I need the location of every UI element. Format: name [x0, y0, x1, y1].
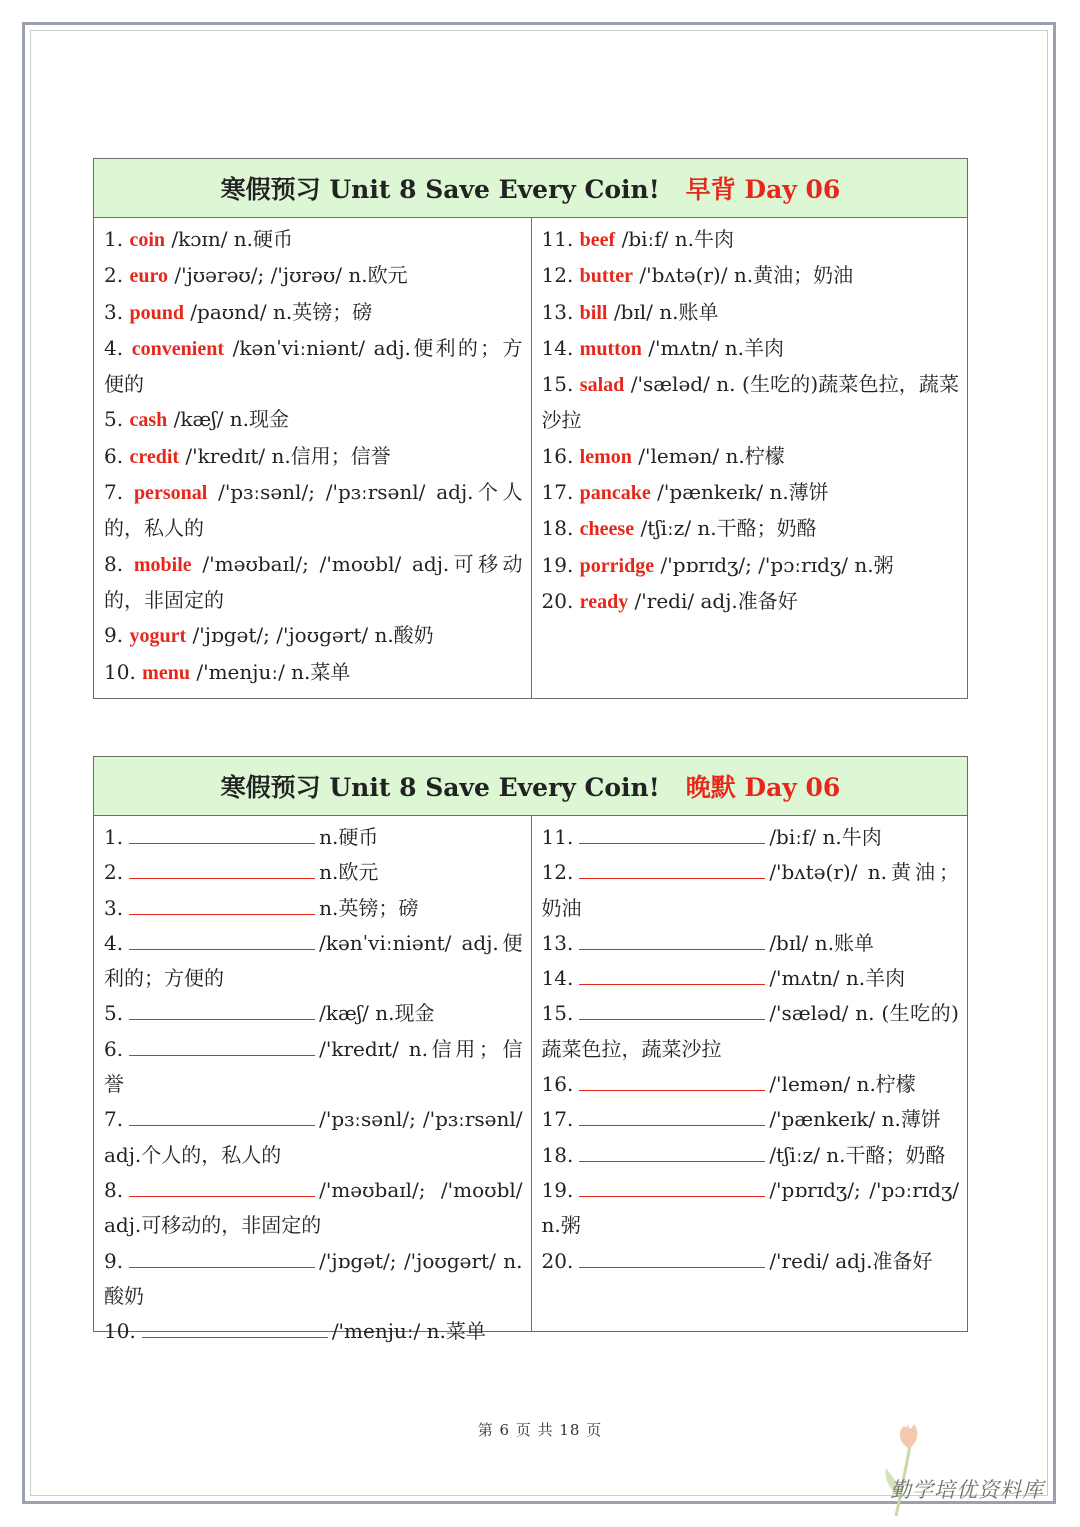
entry-number: 1. [104, 227, 124, 251]
entry-definition: /'lemən/ n.柠檬 [631, 443, 785, 468]
entry-word: lemon [579, 445, 632, 468]
vocab-entry [542, 295, 960, 331]
entry-number: 3. [104, 299, 124, 324]
dictation-entry [542, 1067, 960, 1102]
answer-blank [129, 858, 315, 879]
entry-definition: /bɪl/ n.账单 [769, 930, 874, 955]
vocab-entry [104, 439, 523, 475]
vocab-entry [542, 584, 960, 620]
entry-number: 11. [541, 825, 574, 849]
entry-number: 17. [541, 1107, 574, 1132]
vocab-entry [542, 548, 960, 584]
entry-number: 16. [541, 443, 574, 468]
answer-blank [579, 858, 765, 879]
evening-highlight: 晚默 Day 06 [685, 773, 841, 802]
entry-definition: /'jɒgət/; /'joʊgərt/ n.酸奶 [104, 1248, 523, 1308]
entry-definition: /'menjuː/ n.菜单 [189, 659, 351, 684]
entry-number: 1. [104, 825, 124, 849]
entry-definition: /'məʊbaɪl/; /'moʊbl/ adj.可移动的，非固定的 [104, 1177, 523, 1238]
vocab-entry [542, 367, 960, 439]
entry-definition: /'pɜːsənl/; /'pɜːrsənl/ adj.个人的，私人的 [104, 1107, 523, 1167]
entry-word: bill [579, 301, 608, 324]
entry-definition: /'məʊbaɪl/; /'moʊbl/ adj.可移动的，非固定的 [104, 551, 523, 612]
entry-number: 13. [541, 930, 574, 955]
entry-definition: /kæʃ/ n.现金 [319, 1001, 435, 1026]
vocab-entry [104, 295, 523, 331]
entry-definition: /'jɒgət/; /'joʊgərt/ n.酸奶 [186, 623, 434, 648]
answer-blank [129, 1105, 315, 1126]
dictation-entry [104, 1032, 523, 1103]
dictation-entry [104, 1314, 523, 1349]
evening-right-column [531, 816, 968, 1332]
entry-number: 2. [104, 860, 124, 885]
dictation-entry [542, 1138, 960, 1173]
entry-definition: /'lemən/ n.柠檬 [769, 1072, 916, 1097]
evening-card-body [94, 816, 967, 1344]
entry-number: 7. [104, 480, 124, 505]
entry-word: convenient [131, 337, 224, 360]
evening-card [93, 756, 968, 1344]
page-footer: 第 6 页 共 18 页 [477, 1421, 603, 1439]
entry-number: 5. [104, 407, 124, 432]
dictation-entry [542, 926, 960, 961]
evening-card-header [94, 757, 967, 816]
vocab-entry [104, 618, 523, 654]
entry-number: 20. [541, 588, 574, 613]
entry-definition: /'sæləd/ n. (生吃的)蔬菜色拉，蔬菜沙拉 [541, 372, 959, 433]
morning-card-header [94, 159, 967, 218]
entry-definition: /kənˈviːniənt/ adj.便利的；方便的 [104, 930, 523, 991]
entry-definition: /'kredɪt/ n.信用；信誉 [179, 443, 391, 468]
entry-definition: /tʃiːz/ n.干酪；奶酪 [769, 1142, 946, 1167]
answer-blank [579, 823, 765, 844]
answer-blank [579, 964, 765, 985]
evening-left-column [94, 816, 531, 1344]
entry-word: pancake [579, 482, 651, 505]
entry-word: cash [129, 409, 168, 432]
dictation-entry [104, 1102, 523, 1173]
answer-blank [142, 1317, 328, 1338]
entry-number: 2. [104, 263, 124, 288]
entry-word: mobile [133, 553, 192, 576]
answer-blank [129, 1176, 315, 1197]
entry-definition: /paʊnd/ n.英镑；磅 [183, 299, 373, 324]
dictation-entry [104, 891, 523, 926]
vocab-entry [104, 475, 523, 547]
answer-blank [579, 1070, 765, 1091]
vocab-entry [104, 655, 523, 691]
entry-definition: /'redi/ adj.准备好 [769, 1248, 933, 1273]
answer-blank [129, 929, 315, 950]
entry-definition: /'jʊərəʊ/; /'jʊrəʊ/ n.欧元 [167, 263, 408, 288]
entry-definition: /kɔɪn/ n.硬币 [165, 227, 294, 251]
dictation-entry [104, 1244, 523, 1315]
entry-definition: /'pɜːsənl/; /'pɜːrsənl/ adj.个人的，私人的 [104, 480, 523, 541]
entry-number: 15. [541, 1001, 574, 1026]
answer-blank [129, 894, 315, 915]
entry-word: mutton [579, 337, 642, 360]
entry-definition: /biːf/ n.牛肉 [769, 825, 882, 849]
entry-number: 9. [104, 1248, 124, 1273]
vocab-entry [542, 511, 960, 547]
answer-blank [579, 1176, 765, 1197]
entry-word: cheese [579, 518, 635, 541]
entry-number: 4. [104, 335, 124, 360]
entry-definition: /'menjuː/ n.菜单 [331, 1319, 486, 1344]
entry-number: 6. [104, 443, 124, 468]
dictation-entry [542, 996, 960, 1067]
answer-blank [129, 823, 315, 844]
entry-number: 5. [104, 1001, 124, 1026]
vocab-entry [104, 258, 523, 294]
entry-number: 10. [104, 659, 136, 684]
entry-number: 16. [541, 1072, 574, 1097]
entry-definition: /'bʌtə(r)/ n.黄油；奶油 [541, 860, 959, 920]
entry-word: coin [129, 229, 166, 251]
entry-word: salad [579, 374, 625, 397]
entry-definition: /'kredɪt/ n.信用；信誉 [104, 1036, 523, 1097]
entry-number: 12. [541, 263, 574, 288]
entry-definition: /'mʌtn/ n.羊肉 [641, 335, 785, 360]
dictation-entry [104, 996, 523, 1031]
morning-left-column [94, 218, 531, 699]
entry-definition: /tʃiːz/ n.干酪；奶酪 [634, 516, 817, 541]
vocab-entry [542, 331, 960, 367]
entry-word: credit [129, 445, 180, 468]
entry-number: 9. [104, 623, 124, 648]
dictation-entry [104, 855, 523, 890]
entry-word: menu [142, 661, 190, 684]
entry-definition: /kæʃ/ n.现金 [167, 407, 290, 432]
entry-definition: /bɪl/ n.账单 [607, 299, 719, 324]
entry-number: 8. [104, 551, 124, 576]
answer-blank [129, 1247, 315, 1268]
dictation-entry [542, 1244, 960, 1279]
entry-definition: /'redi/ adj.准备好 [628, 588, 798, 613]
entry-number: 7. [104, 1107, 124, 1132]
dictation-entry [542, 855, 960, 926]
morning-card-body [94, 218, 967, 699]
entry-number: 4. [104, 930, 124, 955]
vocab-entry [104, 331, 523, 403]
entry-number: 15. [541, 372, 574, 397]
vocab-entry [542, 439, 960, 475]
answer-blank [579, 1247, 765, 1268]
entry-number: 20. [541, 1248, 574, 1273]
entry-word: euro [129, 265, 168, 288]
vocab-entry [104, 547, 523, 619]
entry-word: personal [133, 482, 208, 505]
vocab-entry [542, 475, 960, 511]
entry-number: 6. [104, 1036, 124, 1061]
dictation-entry [542, 1173, 960, 1244]
entry-number: 17. [541, 480, 574, 505]
vocab-entry [104, 402, 523, 438]
entry-number: 14. [541, 335, 574, 360]
vocab-entry [542, 222, 960, 258]
entry-number: 10. [104, 1319, 136, 1344]
entry-number: 8. [104, 1177, 124, 1202]
entry-definition: /'pænkeɪk/ n.薄饼 [769, 1107, 941, 1132]
entry-definition: /'mʌtn/ n.羊肉 [769, 966, 906, 991]
answer-blank [129, 999, 315, 1020]
dictation-entry [104, 926, 523, 997]
answer-blank [579, 1105, 765, 1126]
entry-number: 3. [104, 895, 124, 920]
dictation-entry [104, 1173, 523, 1244]
entry-definition: /kənˈviːniənt/ adj.便利的；方便的 [104, 335, 523, 397]
watermark-text: 勤学培优资料库 [890, 1478, 1044, 1502]
entry-definition: /'sæləd/ n. (生吃的)蔬菜色拉，蔬菜沙拉 [541, 1001, 959, 1061]
entry-number: 18. [541, 516, 574, 541]
vocab-entry [542, 258, 960, 294]
entry-number: 14. [541, 966, 574, 991]
entry-number: 19. [541, 1177, 574, 1202]
entry-number: 13. [541, 299, 574, 324]
answer-blank [579, 999, 765, 1020]
entry-definition: /'pænkeɪk/ n.薄饼 [650, 480, 829, 505]
morning-highlight: 早背 Day 06 [685, 175, 841, 204]
entry-definition: /'pɒrɪdʒ/; /'pɔːrɪdʒ/ n.粥 [654, 552, 894, 577]
entry-definition: n.硬币 [319, 825, 379, 849]
entry-word: porridge [579, 554, 655, 577]
answer-blank [579, 1141, 765, 1162]
entry-definition: /'pɒrɪdʒ/; /'pɔːrɪdʒ/ n.粥 [541, 1177, 959, 1238]
entry-number: 18. [541, 1142, 574, 1167]
entry-word: butter [579, 265, 633, 288]
entry-definition: n.欧元 [319, 860, 379, 885]
entry-word: beef [579, 229, 616, 251]
entry-word: yogurt [129, 625, 187, 648]
vocab-entry [104, 222, 523, 258]
entry-definition: n.英镑；磅 [319, 895, 419, 920]
entry-definition: /biːf/ n.牛肉 [615, 227, 734, 251]
entry-number: 11. [541, 227, 574, 251]
answer-blank [579, 929, 765, 950]
dictation-entry [542, 1102, 960, 1137]
dictation-entry [104, 820, 523, 855]
evening-title: 寒假预习 Unit 8 Save Every Coin! [220, 773, 660, 802]
answer-blank [129, 1035, 315, 1056]
entry-number: 12. [541, 860, 574, 885]
dictation-entry [542, 820, 960, 855]
entry-number: 19. [541, 552, 574, 577]
morning-card [93, 158, 968, 699]
entry-definition: /'bʌtə(r)/ n.黄油；奶油 [633, 263, 854, 288]
entry-word: ready [579, 590, 629, 613]
morning-title: 寒假预习 Unit 8 Save Every Coin! [220, 175, 660, 204]
dictation-entry [542, 961, 960, 996]
entry-word: pound [129, 301, 184, 324]
morning-right-column [531, 218, 968, 699]
